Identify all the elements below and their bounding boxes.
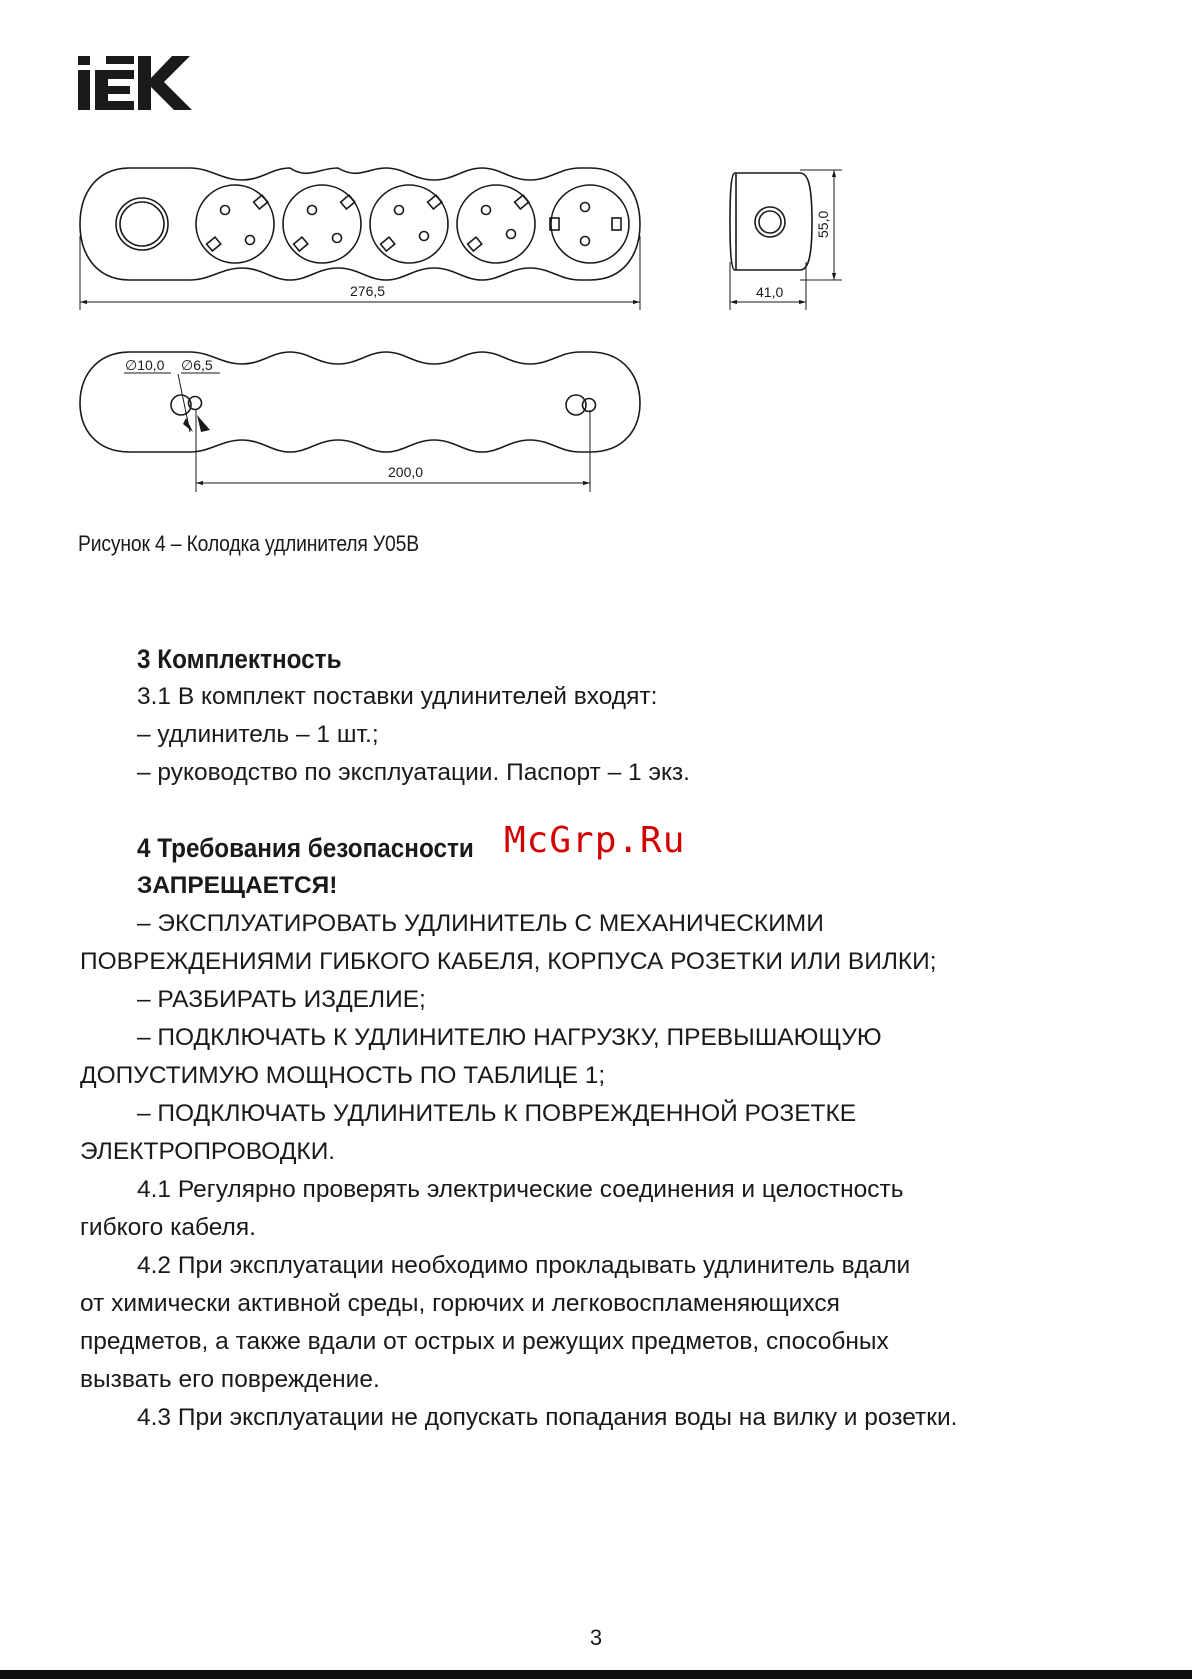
- dim-hole-spacing: 200,0: [388, 464, 424, 480]
- section4-line: предметов, а также вдали от острых и режущих предметов, способных: [80, 1328, 889, 1355]
- section4-line: 4.2 При эксплуатации необходимо прокладывать удлинитель вдали: [137, 1252, 911, 1279]
- switch: [116, 198, 168, 250]
- socket-5: [550, 185, 629, 263]
- dim-hole-large: ∅10,0: [125, 357, 165, 373]
- section4-line: – ПОДКЛЮЧАТЬ К УДЛИНИТЕЛЮ НАГРУЗКУ, ПРЕВЫШАЮЩУЮ: [137, 1024, 882, 1051]
- section4-line: 4.3 При эксплуатации не допускать попадания воды на вилку и розетки.: [137, 1404, 958, 1431]
- section4-line: 4.1 Регулярно проверять электрические соединения и целостность: [137, 1176, 904, 1203]
- section4-line: ЭЛЕКТРОПРОВОДКИ.: [80, 1138, 336, 1165]
- figure-caption: Рисунок 4 – Колодка удлинителя У05В: [78, 531, 419, 556]
- dim-height: 55,0: [815, 210, 831, 238]
- section4-line: ПОВРЕЖДЕНИЯМИ ГИБКОГО КАБЕЛЯ, КОРПУСА РОЗЕТКИ ИЛИ ВИЛКИ;: [80, 948, 937, 975]
- extension-block-drawing: [0, 0, 1192, 540]
- side-view-outline: [730, 173, 812, 270]
- section3-line: 3.1 В комплект поставки удлинителей входят:: [137, 683, 658, 710]
- socket-4: [457, 185, 535, 263]
- bottom-rule: [0, 1670, 1192, 1679]
- warning-label: ЗАПРЕЩАЕТСЯ!: [137, 872, 338, 899]
- section4-line: гибкого кабеля.: [80, 1214, 256, 1241]
- socket-1: [196, 185, 274, 263]
- page-number: 3: [589, 1625, 603, 1650]
- section4-line: от химически активной среды, горючих и легковоспламеняющихся: [80, 1290, 840, 1317]
- section3-heading: 3 Комплектность: [137, 644, 342, 674]
- section3-line: – руководство по эксплуатации. Паспорт – 1 экз.: [137, 759, 690, 786]
- dim-hole-small: ∅6,5: [181, 357, 213, 373]
- dim-depth: 41,0: [756, 284, 784, 300]
- section3-line: – удлинитель – 1 шт.;: [137, 721, 379, 748]
- section4-line: – РАЗБИРАТЬ ИЗДЕЛИЕ;: [137, 986, 426, 1013]
- socket-2: [283, 185, 361, 263]
- section4-line: – ПОДКЛЮЧАТЬ УДЛИНИТЕЛЬ К ПОВРЕЖДЕННОЙ РОЗЕТКЕ: [137, 1100, 857, 1127]
- dim-length: 276,5: [350, 283, 386, 299]
- section4-line: ДОПУСТИМУЮ МОЩНОСТЬ ПО ТАБЛИЦЕ 1;: [80, 1062, 606, 1089]
- section4-heading: 4 Требования безопасности: [137, 833, 474, 863]
- socket-3: [370, 185, 448, 263]
- section4-line: – ЭКСПЛУАТИРОВАТЬ УДЛИНИТЕЛЬ С МЕХАНИЧЕСКИМИ: [137, 910, 824, 937]
- watermark: McGrp.Ru: [504, 820, 686, 861]
- section4-line: вызвать его повреждение.: [80, 1366, 380, 1393]
